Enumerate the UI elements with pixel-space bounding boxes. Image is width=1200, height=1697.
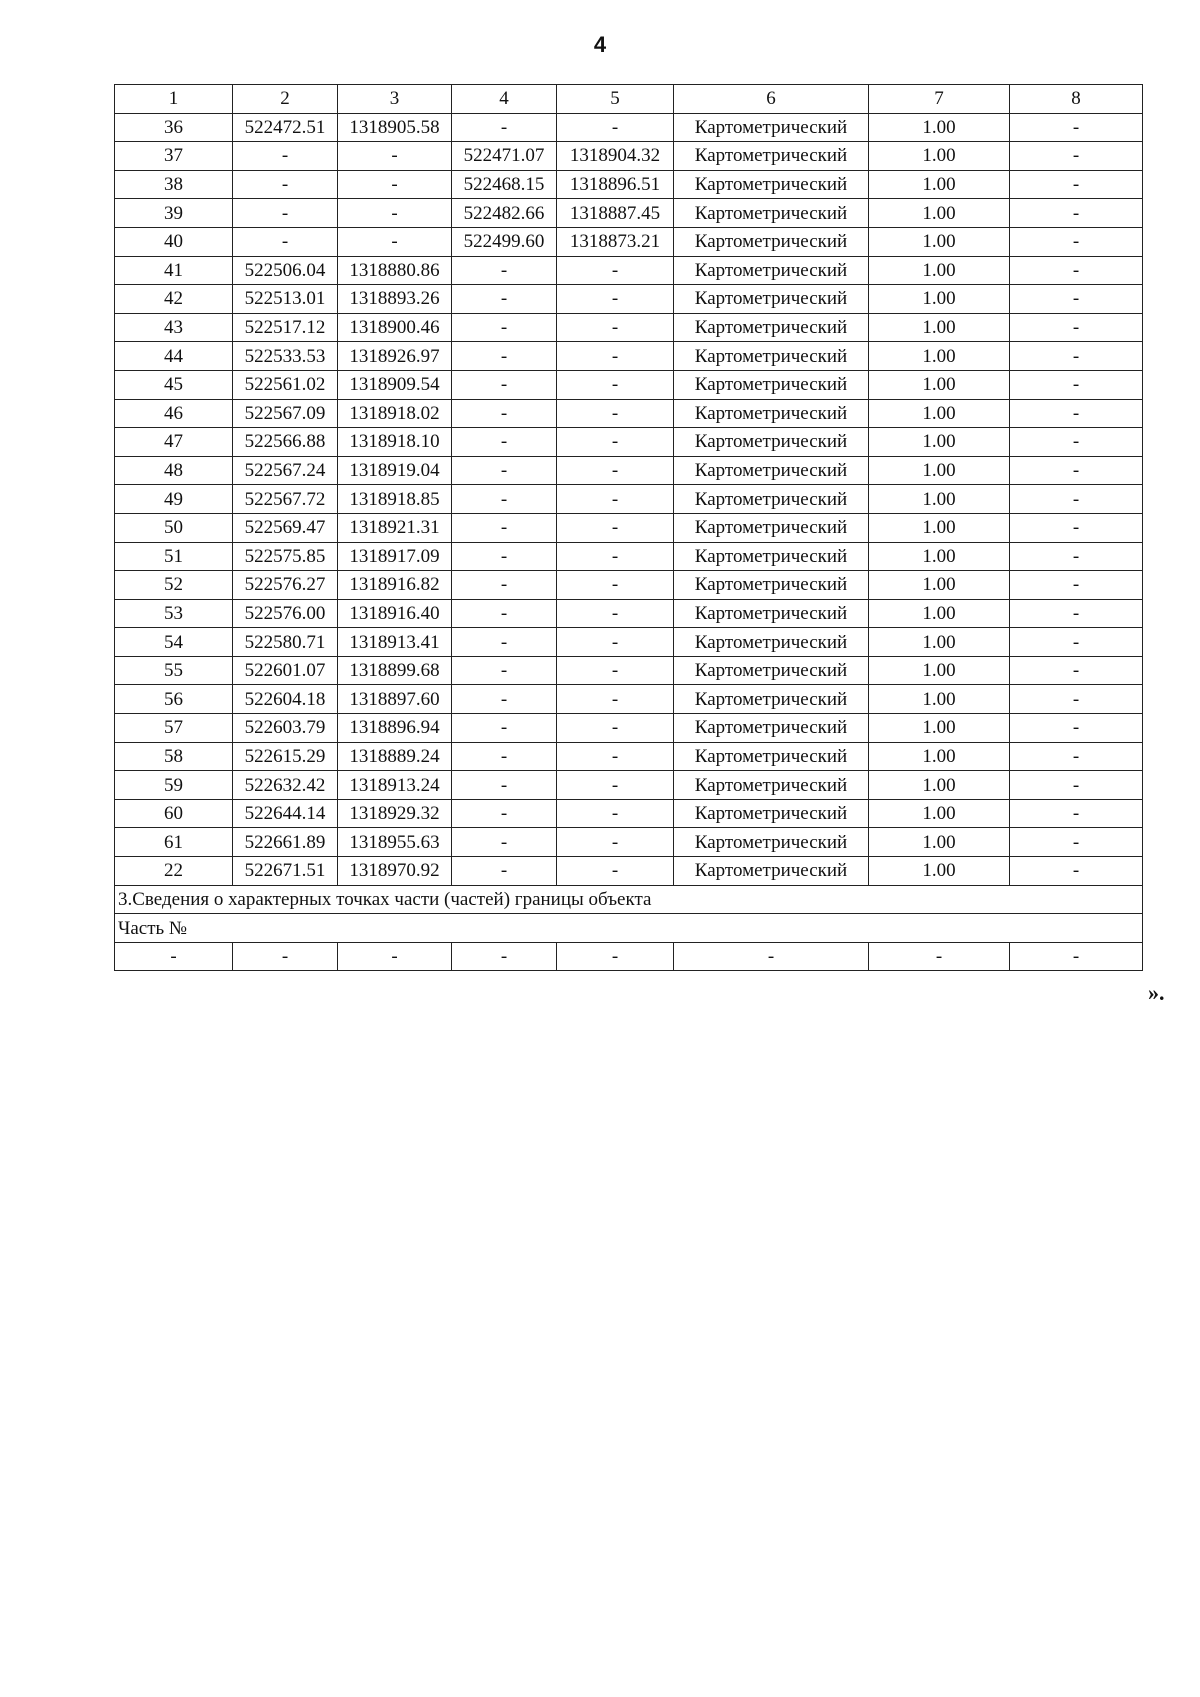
table-cell: -: [452, 428, 557, 457]
table-cell: 522603.79: [233, 714, 338, 743]
table-cell: 522513.01: [233, 285, 338, 314]
table-cell: -: [1010, 628, 1143, 657]
table-cell: 1318929.32: [338, 799, 452, 828]
table-cell: 1.00: [869, 142, 1010, 171]
table-cell: -: [1010, 599, 1143, 628]
table-cell: Картометрический: [674, 771, 869, 800]
table-row: [115, 142, 1143, 171]
table-row: [115, 227, 1143, 256]
table-cell: 522472.51: [233, 113, 338, 142]
table-cell: Картометрический: [674, 513, 869, 542]
table-cell: 1.00: [869, 256, 1010, 285]
table-cell: -: [452, 656, 557, 685]
table-cell: -: [1010, 227, 1143, 256]
table-cell: Картометрический: [674, 628, 869, 657]
table-cell: 38: [115, 170, 233, 199]
table-cell: -: [452, 485, 557, 514]
table-row: [115, 285, 1143, 314]
table-cell: 1.00: [869, 771, 1010, 800]
table-cell: 1318955.63: [338, 828, 452, 857]
table-cell: -: [452, 857, 557, 886]
table-cell: 22: [115, 857, 233, 886]
closing-quote-mark: ».: [1148, 980, 1165, 1005]
table-cell: 53: [115, 599, 233, 628]
table-cell: 522576.27: [233, 571, 338, 600]
table-cell: -: [233, 142, 338, 171]
table-cell: -: [452, 599, 557, 628]
table-cell: 522569.47: [233, 513, 338, 542]
table-cell: 1318919.04: [338, 456, 452, 485]
table-cell: -: [452, 799, 557, 828]
table-cell: 1318913.24: [338, 771, 452, 800]
table-cell: Картометрический: [674, 428, 869, 457]
table-cell: -: [233, 227, 338, 256]
table-cell: -: [1010, 170, 1143, 199]
table-cell: Картометрический: [674, 170, 869, 199]
table-cell: Картометрический: [674, 199, 869, 228]
table-cell: -: [557, 456, 674, 485]
table-cell: Картометрический: [674, 256, 869, 285]
table-cell: -: [338, 199, 452, 228]
table-cell: 522517.12: [233, 313, 338, 342]
table-cell: -: [557, 628, 674, 657]
table-cell: 1.00: [869, 799, 1010, 828]
table-cell: Картометрический: [674, 399, 869, 428]
table-cell: Картометрический: [674, 342, 869, 371]
table-cell: -: [1010, 313, 1143, 342]
table-row: [115, 485, 1143, 514]
table-cell: -: [452, 285, 557, 314]
table-cell: Картометрический: [674, 714, 869, 743]
table-cell: 522567.24: [233, 456, 338, 485]
table-cell: 522576.00: [233, 599, 338, 628]
table-cell: 1318909.54: [338, 370, 452, 399]
table-cell: -: [452, 628, 557, 657]
table-cell: -: [1010, 714, 1143, 743]
table-row: [115, 771, 1143, 800]
table-cell: -: [1010, 513, 1143, 542]
table-cell: -: [557, 571, 674, 600]
table-cell: -: [1010, 685, 1143, 714]
table-row: [115, 513, 1143, 542]
table-cell: 47: [115, 428, 233, 457]
table-cell: 1318904.32: [557, 142, 674, 171]
table-cell: -: [1010, 142, 1143, 171]
table-cell: 36: [115, 113, 233, 142]
table-cell: -: [452, 113, 557, 142]
table-cell: 522482.66: [452, 199, 557, 228]
table-cell: -: [1010, 942, 1143, 971]
table-cell: -: [557, 742, 674, 771]
table-cell: 37: [115, 142, 233, 171]
table-cell: -: [557, 714, 674, 743]
table-cell: -: [338, 170, 452, 199]
column-number-cell: 7: [869, 85, 1010, 114]
table-cell: 1.00: [869, 714, 1010, 743]
table-cell: 46: [115, 399, 233, 428]
table-cell: 54: [115, 628, 233, 657]
table-row: [115, 542, 1143, 571]
table-cell: 1.00: [869, 628, 1010, 657]
table-cell: 522615.29: [233, 742, 338, 771]
table-cell: -: [1010, 771, 1143, 800]
table-cell: -: [1010, 199, 1143, 228]
table-row: [115, 256, 1143, 285]
table-cell: -: [557, 942, 674, 971]
table-cell: Картометрический: [674, 485, 869, 514]
column-number-cell: 8: [1010, 85, 1143, 114]
table-cell: 52: [115, 571, 233, 600]
column-number-cell: 5: [557, 85, 674, 114]
column-number-cell: 1: [115, 85, 233, 114]
table-row: [115, 656, 1143, 685]
table-cell: -: [557, 428, 674, 457]
table-cell: -: [557, 342, 674, 371]
table-cell: 1.00: [869, 742, 1010, 771]
table-cell: 1318899.68: [338, 656, 452, 685]
table-cell: 49: [115, 485, 233, 514]
table-cell: -: [1010, 656, 1143, 685]
table-cell: -: [1010, 285, 1143, 314]
table-cell: 44: [115, 342, 233, 371]
table-cell: 1.00: [869, 113, 1010, 142]
empty-part-row: [115, 942, 1143, 971]
table-cell: 48: [115, 456, 233, 485]
table-cell: -: [452, 399, 557, 428]
boundary-points-table: [114, 84, 1143, 971]
table-cell: Картометрический: [674, 313, 869, 342]
table-cell: -: [557, 656, 674, 685]
part-label: Часть №: [115, 914, 1143, 943]
table-row: [115, 742, 1143, 771]
table-cell: Картометрический: [674, 828, 869, 857]
table-cell: 1318916.82: [338, 571, 452, 600]
table-cell: -: [557, 113, 674, 142]
table-cell: 50: [115, 513, 233, 542]
table-row: [115, 799, 1143, 828]
table-cell: 1318900.46: [338, 313, 452, 342]
table-cell: 1.00: [869, 170, 1010, 199]
table-row: [115, 456, 1143, 485]
table-cell: 522566.88: [233, 428, 338, 457]
table-row: [115, 113, 1143, 142]
table-cell: 40: [115, 227, 233, 256]
section-title-row: [115, 885, 1143, 914]
table-cell: Картометрический: [674, 599, 869, 628]
table-cell: 39: [115, 199, 233, 228]
table-row: [115, 342, 1143, 371]
table-cell: -: [1010, 857, 1143, 886]
table-cell: 1318918.85: [338, 485, 452, 514]
table-cell: 1318893.26: [338, 285, 452, 314]
table-cell: -: [452, 685, 557, 714]
table-cell: 1318880.86: [338, 256, 452, 285]
column-number-cell: 6: [674, 85, 869, 114]
table-cell: Картометрический: [674, 656, 869, 685]
table-cell: 1.00: [869, 342, 1010, 371]
table-cell: 1318905.58: [338, 113, 452, 142]
table-cell: 1318918.02: [338, 399, 452, 428]
table-cell: 1318916.40: [338, 599, 452, 628]
table-cell: -: [1010, 113, 1143, 142]
table-row: [115, 399, 1143, 428]
table-cell: 522601.07: [233, 656, 338, 685]
table-cell: 43: [115, 313, 233, 342]
table-cell: 1.00: [869, 571, 1010, 600]
table-cell: 522561.02: [233, 370, 338, 399]
table-cell: 1318913.41: [338, 628, 452, 657]
table-cell: Картометрический: [674, 370, 869, 399]
table-cell: -: [338, 142, 452, 171]
table-row: [115, 857, 1143, 886]
table-cell: -: [452, 513, 557, 542]
table-row: [115, 599, 1143, 628]
table-cell: 522671.51: [233, 857, 338, 886]
table-cell: -: [1010, 799, 1143, 828]
table-cell: -: [557, 513, 674, 542]
table-cell: 522468.15: [452, 170, 557, 199]
table-cell: 522506.04: [233, 256, 338, 285]
table-cell: 1.00: [869, 656, 1010, 685]
table-header-row: [115, 85, 1143, 114]
part-label-row: [115, 914, 1143, 943]
table-cell: 41: [115, 256, 233, 285]
table-cell: -: [557, 370, 674, 399]
table-cell: 522533.53: [233, 342, 338, 371]
table-cell: 522499.60: [452, 227, 557, 256]
table-cell: -: [1010, 828, 1143, 857]
table-cell: -: [557, 256, 674, 285]
table-cell: -: [557, 285, 674, 314]
table-cell: -: [557, 828, 674, 857]
table-cell: -: [452, 256, 557, 285]
table-cell: 1.00: [869, 685, 1010, 714]
table-cell: -: [452, 828, 557, 857]
table-cell: -: [557, 542, 674, 571]
table-cell: 522567.09: [233, 399, 338, 428]
table-row: [115, 313, 1143, 342]
table-cell: -: [452, 370, 557, 399]
table-cell: 1.00: [869, 485, 1010, 514]
table-cell: 59: [115, 771, 233, 800]
table-cell: 1.00: [869, 599, 1010, 628]
table-cell: Картометрический: [674, 142, 869, 171]
table-cell: -: [1010, 399, 1143, 428]
table-cell: -: [115, 942, 233, 971]
table-cell: -: [557, 857, 674, 886]
table-cell: -: [557, 685, 674, 714]
table-cell: -: [1010, 742, 1143, 771]
table-cell: -: [338, 942, 452, 971]
table-cell: 55: [115, 656, 233, 685]
table-cell: 1.00: [869, 370, 1010, 399]
table-cell: 1.00: [869, 285, 1010, 314]
table-cell: -: [1010, 370, 1143, 399]
table-row: [115, 571, 1143, 600]
table-cell: 1318921.31: [338, 513, 452, 542]
table-cell: 60: [115, 799, 233, 828]
table-cell: 1.00: [869, 456, 1010, 485]
table-cell: -: [1010, 456, 1143, 485]
table-cell: -: [869, 942, 1010, 971]
table-cell: -: [557, 771, 674, 800]
table-cell: 1318896.51: [557, 170, 674, 199]
table-cell: -: [452, 742, 557, 771]
table-cell: 522575.85: [233, 542, 338, 571]
table-cell: 1318926.97: [338, 342, 452, 371]
table-row: [115, 370, 1143, 399]
table-cell: -: [557, 313, 674, 342]
table-cell: 522632.42: [233, 771, 338, 800]
table-row: [115, 828, 1143, 857]
table-cell: 56: [115, 685, 233, 714]
table-cell: 522580.71: [233, 628, 338, 657]
table-cell: 1318873.21: [557, 227, 674, 256]
table-cell: 522644.14: [233, 799, 338, 828]
table-cell: 1.00: [869, 199, 1010, 228]
table-cell: 1318917.09: [338, 542, 452, 571]
table-cell: 58: [115, 742, 233, 771]
table-cell: -: [452, 456, 557, 485]
table-row: [115, 199, 1143, 228]
table-cell: -: [1010, 428, 1143, 457]
table-cell: Картометрический: [674, 571, 869, 600]
table-cell: 1.00: [869, 513, 1010, 542]
table-cell: 1318970.92: [338, 857, 452, 886]
table-cell: 522661.89: [233, 828, 338, 857]
section-title: 3.Сведения о характерных точках части (частей) границы объекта: [115, 885, 1143, 914]
table-cell: Картометрический: [674, 227, 869, 256]
table-cell: 522604.18: [233, 685, 338, 714]
table-cell: Картометрический: [674, 113, 869, 142]
table-cell: -: [1010, 571, 1143, 600]
table-cell: -: [674, 942, 869, 971]
table-cell: Картометрический: [674, 542, 869, 571]
table-cell: -: [452, 313, 557, 342]
table-cell: -: [1010, 256, 1143, 285]
table-row: [115, 685, 1143, 714]
table-cell: -: [452, 542, 557, 571]
table-cell: 1.00: [869, 313, 1010, 342]
table-cell: -: [233, 199, 338, 228]
table-cell: -: [557, 799, 674, 828]
table-cell: Картометрический: [674, 799, 869, 828]
table-cell: 1.00: [869, 857, 1010, 886]
table-cell: 42: [115, 285, 233, 314]
table-cell: Картометрический: [674, 857, 869, 886]
table-cell: -: [452, 571, 557, 600]
table-cell: -: [1010, 485, 1143, 514]
table-cell: 1318887.45: [557, 199, 674, 228]
table-cell: 1.00: [869, 399, 1010, 428]
table-cell: -: [557, 399, 674, 428]
table-row: [115, 170, 1143, 199]
table-cell: 1318897.60: [338, 685, 452, 714]
table-cell: -: [233, 170, 338, 199]
table-cell: 57: [115, 714, 233, 743]
table-cell: -: [338, 227, 452, 256]
page-number: 4: [593, 32, 607, 57]
table-cell: -: [1010, 542, 1143, 571]
table-cell: -: [452, 342, 557, 371]
table-cell: 1.00: [869, 428, 1010, 457]
table-cell: -: [452, 771, 557, 800]
table-cell: Картометрический: [674, 742, 869, 771]
table-cell: Картометрический: [674, 285, 869, 314]
table-cell: 1.00: [869, 227, 1010, 256]
table-cell: 51: [115, 542, 233, 571]
table-cell: 1318889.24: [338, 742, 452, 771]
table-cell: -: [557, 599, 674, 628]
table-cell: 1.00: [869, 828, 1010, 857]
table-cell: 61: [115, 828, 233, 857]
table-cell: 1318896.94: [338, 714, 452, 743]
table-cell: -: [233, 942, 338, 971]
table-row: [115, 714, 1143, 743]
table-cell: Картометрический: [674, 456, 869, 485]
table-cell: -: [1010, 342, 1143, 371]
table-row: [115, 428, 1143, 457]
column-number-cell: 4: [452, 85, 557, 114]
table-cell: 1.00: [869, 542, 1010, 571]
table-cell: 45: [115, 370, 233, 399]
table-cell: -: [452, 942, 557, 971]
column-number-cell: 3: [338, 85, 452, 114]
table-cell: Картометрический: [674, 685, 869, 714]
table-cell: -: [557, 485, 674, 514]
table-cell: 522471.07: [452, 142, 557, 171]
table-row: [115, 628, 1143, 657]
table-cell: 522567.72: [233, 485, 338, 514]
table-cell: 1318918.10: [338, 428, 452, 457]
table-cell: -: [452, 714, 557, 743]
column-number-cell: 2: [233, 85, 338, 114]
